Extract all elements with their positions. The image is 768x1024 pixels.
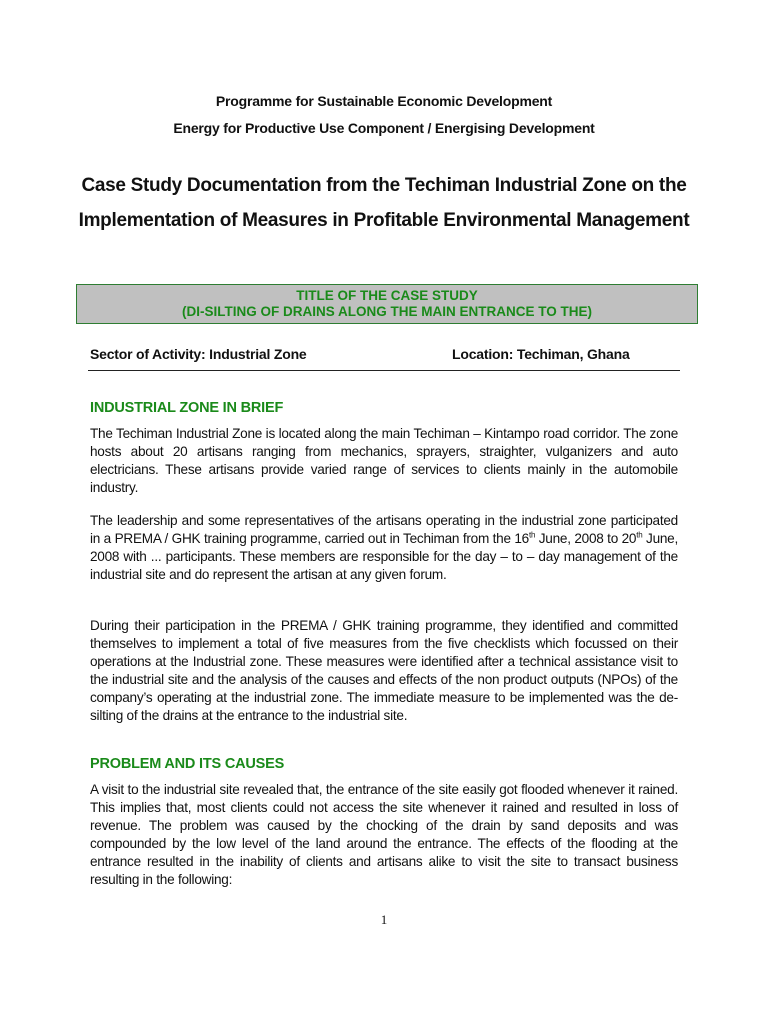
brief-paragraph-3: During their participation in the PREMA / GHK training programme, they identified and committed themselves to implement a total of five measures from the five checklists which focussed on their operations at the Industrial zone. These measures were identified after a technical assistance visit to the industrial site and the analysis of the causes and effects of the non product outputs (NPOs) of the company’s operating at the industrial zone. The immediate measure to be implemented was the de-silting of the drains at the entrance to the industrial site.: [90, 618, 678, 723]
component-header: Energy for Productive Use Component / Energising Development: [173, 120, 595, 136]
document-title-line2: Implementation of Measures in Profitable Environmental Management: [78, 210, 690, 231]
divider-line: [88, 370, 680, 371]
page-number: 1: [380, 912, 388, 927]
problem-paragraph-1: A visit to the industrial site revealed that, the entrance of the site easily got flooded whenever it rained. This implies that, most clients could not access the site whenever it rained and resulted in loss of revenue. The problem was caused by the chocking of the drain by sand deposits and was compounded by the low level of the land around the entrance. The effects of the flooding at the entrance resulted in the inability of clients and artisans alike to visit the site to transact business resulting in the following:: [90, 782, 678, 887]
case-study-subtitle: (DI-SILTING OF DRAINS ALONG THE MAIN ENTRANCE TO THE): [182, 304, 592, 319]
case-study-title-box: [76, 284, 698, 324]
section-heading-problem: PROBLEM AND ITS CAUSES: [90, 756, 285, 772]
case-study-heading: TITLE OF THE CASE STUDY: [296, 288, 478, 303]
document-title-line1: Case Study Documentation from the Techiman Industrial Zone on the: [81, 175, 687, 196]
programme-header: Programme for Sustainable Economic Development: [215, 93, 553, 109]
location: Location: Techiman, Ghana: [452, 346, 630, 362]
brief-paragraph-2: The leadership and some representatives of the artisans operating in the industrial zone participated in a PREMA / GHK training programme, carried out in Techiman from the 16th June, 2008 to 20th June, 2008 with ... participants. These members are responsible for the day – to – day management of the industrial site and do represent the artisan at any given forum.: [90, 513, 679, 582]
brief-paragraph-1: The Techiman Industrial Zone is located along the main Techiman – Kintampo road corridor. The zone hosts about 20 artisans ranging from mechanics, sprayers, straighter, vulganizers and auto electricians. These artisans provide varied range of services to clients mainly in the automobile industry.: [90, 426, 678, 495]
sector-of-activity: Sector of Activity: Industrial Zone: [90, 346, 307, 362]
section-heading-brief: INDUSTRIAL ZONE IN BRIEF: [90, 400, 284, 416]
